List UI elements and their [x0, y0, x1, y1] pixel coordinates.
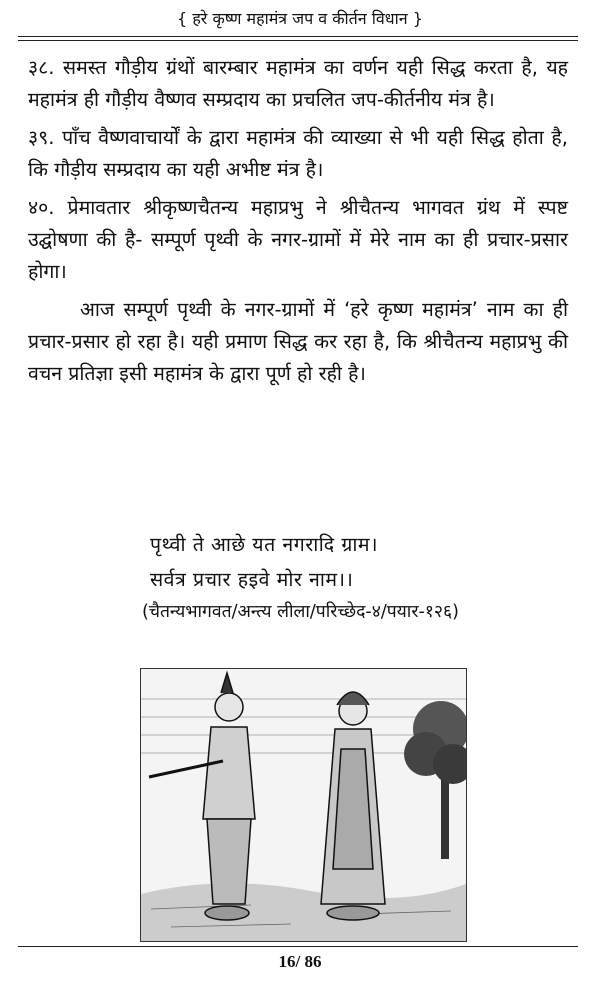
- bengali-verse: [150, 527, 570, 597]
- verse-citation: (चैतन्यभागवत/अन्त्य लीला/परिच्छेद-४/पयार-१२६): [142, 602, 459, 622]
- running-header: { हरे कृष्ण महामंत्र जप व कीर्तन विधान }: [177, 9, 423, 28]
- header-divider-bottom: [18, 40, 578, 41]
- body-text: [28, 52, 568, 396]
- paragraph-39: ३९. पाँच वैष्णवाचार्यों के द्वारा महामंत्र की व्याख्या से भी यही सिद्ध होता है, कि गौड़ीय सम्प्रदाय का यही अभीष्ट मंत्र है।: [28, 126, 568, 181]
- krishna-radha-illustration: [140, 668, 467, 942]
- paragraph-conclusion: आज सम्पूर्ण पृथ्वी के नगर-ग्रामों में ‘हरे कृष्ण महामंत्र’ नाम का ही प्रचार-प्रसार हो रहा है। यही प्रमाण सिद्ध कर रहा है, कि श्रीचैतन्य महाप्रभु की वचन प्रतिज्ञा इसी महामंत्र के द्वारा पूर्ण हो रही है।: [28, 298, 568, 385]
- paragraph-38: ३८. समस्त गौड़ीय ग्रंथों बारम्बार महामंत्र का वर्णन यही सिद्ध करता है, यह महामंत्र ही गौड़ीय वैष्णव सम्प्रदाय का प्रचलित जप-कीर्तनीय मंत्र है।: [28, 56, 568, 111]
- header-divider-top: [18, 36, 578, 37]
- page-number: 16/ 86: [278, 952, 322, 971]
- verse-line-2: सर्वत्र प्रचार हइवे मोर नाम।।: [150, 568, 354, 591]
- verse-line-1: पृथ्वी ते आछे यत नगरादि ग्राम।: [150, 533, 378, 556]
- paragraph-40: ४०. प्रेमावतार श्रीकृष्णचैतन्य महाप्रभु ने श्रीचैतन्य भागवत ग्रंथ में स्पष्ट उद्घोषणा की है- सम्पूर्ण पृथ्वी के नगर-ग्रामों में मेरे नाम का ही प्रचार-प्रसार होगा।: [28, 196, 568, 283]
- footer-divider: [18, 946, 578, 947]
